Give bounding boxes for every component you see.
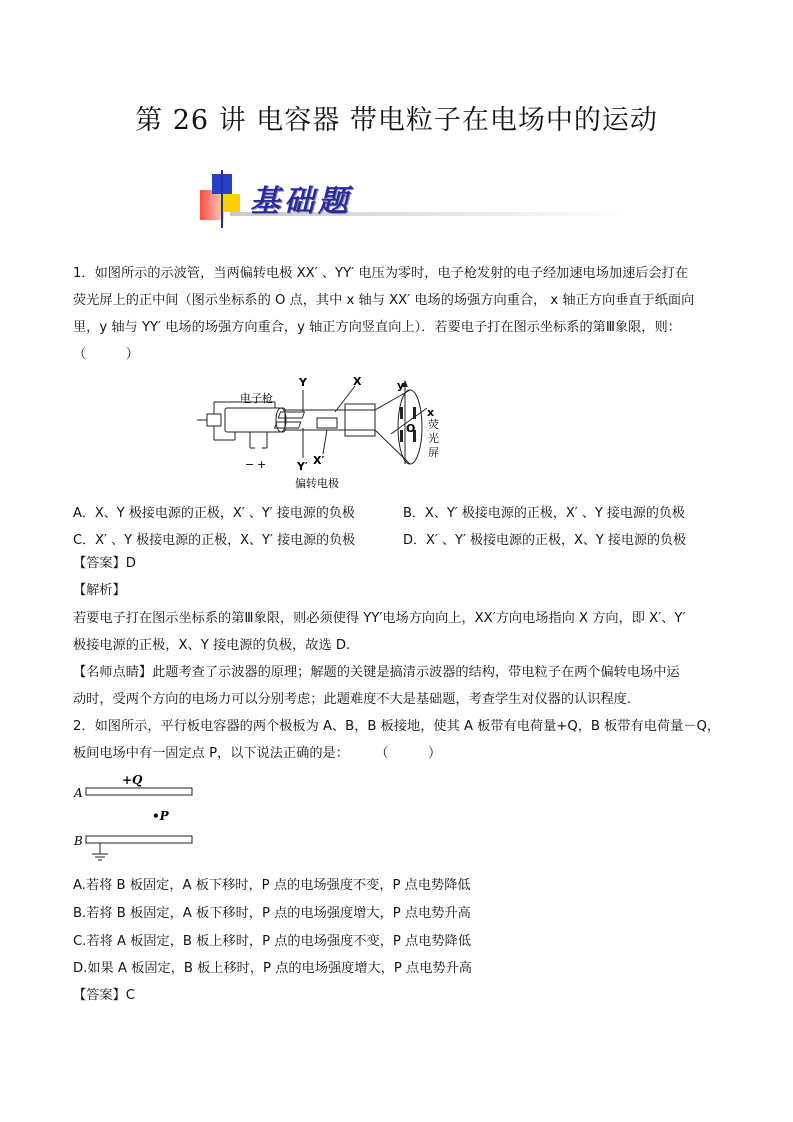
minus-terminal: − [245, 458, 255, 471]
plus-terminal: + [257, 458, 267, 471]
q1-answer: 【答案】D [73, 556, 136, 571]
q1-tip-line-1: 【名师点睛】此题考查了示波器的原理；解题的关键是搞清示波器的结构，带电粒子在两个偏转电场中运 [73, 665, 680, 680]
banner-text: 基础题 [250, 184, 352, 219]
q2-line-2: 板间电场中有一固定点 P，以下说法正确的是： （ ） [73, 746, 442, 761]
q1-line-2: 荧光屏上的正中间（图示坐标系的 O 点，其中 x 轴与 XX′ 电场的场强方向重合， x 轴正方向垂直于纸面向 [73, 293, 695, 308]
q1-analysis-label: 【解析】 [73, 583, 126, 598]
q1-line-1: 1．如图所示的示波管，当两偏转电极 XX′ 、YY′ 电压为零时，电子枪发射的电子经加速电场加速后会打在 [73, 266, 689, 281]
q2-answer: 【答案】C [73, 988, 135, 1003]
figure-caption: 偏转电极 [295, 477, 339, 490]
x-axis-label: x [427, 406, 435, 419]
y-plate-label: Y [299, 376, 307, 389]
q1-option-b: B．X、Y′ 极接电源的正极，X′ 、Y 接电源的负极 [403, 506, 685, 521]
oscilloscope-diagram [195, 372, 455, 494]
q1-tip-line-2: 动时，受两个方向的电场力可以分别考虑；此题难度不大是基础题，考查学生对仪器的认识程度. [73, 692, 632, 707]
q1-option-c: C．X′ 、Y 极接电源的正极，X、Y′ 接电源的负极 [73, 533, 356, 548]
q1-line-4: （ ） [73, 347, 139, 362]
screen-label-1: 荧 [428, 418, 439, 431]
q2-line-1: 2．如图所示，平行板电容器的两个极板为 A、B，B 板接地，使其 A 板带有电荷量+Q，B 板带有电荷量－Q， [73, 719, 721, 734]
q2-option-d: D.如果 A 板固定，B 板上移时，P 点的电场强度增大，P 点电势升高 [73, 961, 472, 976]
gun-label: 电子枪 [240, 392, 273, 405]
q1-option-d: D．X′ 、Y′ 极接电源的正极，X、Y 接电源的负极 [403, 533, 687, 548]
plate-a-label: A [74, 786, 83, 800]
capacitor-diagram [72, 770, 202, 865]
q1-analysis-line-2: 极接电源的正极，X、Y 接电源的负极，故选 D. [73, 638, 351, 653]
q2-option-c: C.若将 A 板固定，B 板上移时，P 点的电场强度不变，P 点电势降低 [73, 934, 472, 949]
y-axis-label: y [397, 379, 405, 392]
point-p-label: •P [152, 809, 169, 823]
capacitor-figure [72, 770, 202, 865]
screen-label-2: 光 [428, 432, 439, 445]
yprime-plate-label: Y′ [297, 460, 308, 473]
page-title: 第 26 讲 电容器 带电粒子在电场中的运动 [135, 105, 658, 136]
origin-label: O [406, 422, 416, 435]
q1-analysis-line-1: 若要电子打在图示坐标系的第Ⅲ象限，则必须使得 YY′电场方向向上，XX′方向电场指向 X 方向，即 X′、Y′ [73, 611, 686, 626]
section-banner [200, 170, 630, 230]
plate-b-label: B [74, 834, 83, 848]
x-plate-label: X [353, 375, 362, 388]
screen-label-3: 屏 [428, 446, 439, 459]
q2-option-a: A.若将 B 板固定，A 板下移时，P 点的电场强度不变，P 点电势降低 [73, 878, 471, 893]
q1-line-3: 里，y 轴与 YY′ 电场的场强方向重合，y 轴正方向竖直向上）．若要电子打在图示坐标系的第Ⅲ象限，则： [73, 320, 681, 335]
xprime-plate-label: X′ [313, 454, 325, 467]
oscilloscope-figure [195, 372, 455, 494]
q1-option-a: A．X、Y 极接电源的正极，X′ 、Y′ 接电源的负极 [73, 506, 355, 521]
q2-option-b: B.若将 B 板固定，A 板下移时，P 点的电场强度增大，P 点电势升高 [73, 906, 471, 921]
charge-label: +Q [122, 773, 143, 787]
